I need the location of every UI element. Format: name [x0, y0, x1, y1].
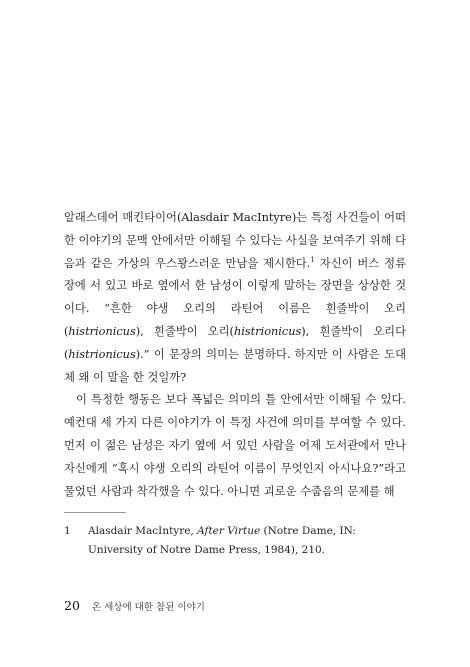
running-title: 온 세상에 대한 참된 이야기: [91, 602, 205, 613]
page-number: 20: [64, 598, 80, 613]
footnote-number: 1: [64, 525, 71, 537]
footnote-reference[interactable]: 1: [310, 255, 315, 264]
latin-term: histrionicus: [233, 324, 302, 338]
footnote-divider: [64, 512, 126, 513]
footnote-author: Alasdair MacIntyre,: [88, 525, 198, 537]
footnote-publication: (Notre Dame, IN: University of Notre Dame Press, 1984), 210.: [88, 525, 356, 556]
page-footer: [64, 598, 205, 613]
footnote-book-title: After Virtue: [197, 525, 261, 537]
footnote: [64, 522, 406, 559]
paragraph-1-text-a: 알래스데어 매킨타이어(Alasdair MacIntyre)는 특정 사건들이 어떠한 이야기의 문맥 안에서만 이해될 수 있다는 사실을 보여주기 위해 다음과 같은 가상의 우스꽝스러운 만남을 제시한다.: [64, 211, 406, 270]
body-text: [64, 207, 406, 503]
footnote-text: [88, 522, 406, 559]
paragraph-1-text-e: ).” 이 문장의 의미는 분명하다. 하지만 이 사람은 도대체 왜 이 말을 한 것일까?: [64, 347, 406, 384]
paragraph-1-text-c: ), 흰줄박이 오리(: [135, 324, 234, 338]
paragraph-1: [64, 207, 406, 389]
latin-term: histrionicus: [68, 324, 136, 338]
latin-term: histrionicus: [68, 347, 136, 361]
paragraph-2: 이 특정한 행동은 보다 폭넓은 의미의 틀 안에서만 이해될 수 있다. 예컨대 세 가지 다른 이야기가 이 특정 사건에 의미를 부여할 수 있다. 먼저 이 젊은 남성은 자기 옆에 서 있던 사람을 어제 도서관에서 만나 자신에게 “혹시 야생 오리의 라틴어 이름이 무엇인지 아시나요?”라고 물었던 사람과 착각했을 수 있다. 아니면 괴로운 수줍음의 문제를 해: [64, 393, 406, 498]
paragraph-1-text-b: 자신이 버스 정류장에 서 있고 바로 옆에서 한 남성이 이렇게 말하는 장면을 상상한 것이다. “흔한 야생 오리의 라틴어 이름은 흰줄박이 오리(: [64, 256, 406, 338]
paragraph-1-text-d: ), 흰줄박이 오리다(: [64, 324, 406, 361]
